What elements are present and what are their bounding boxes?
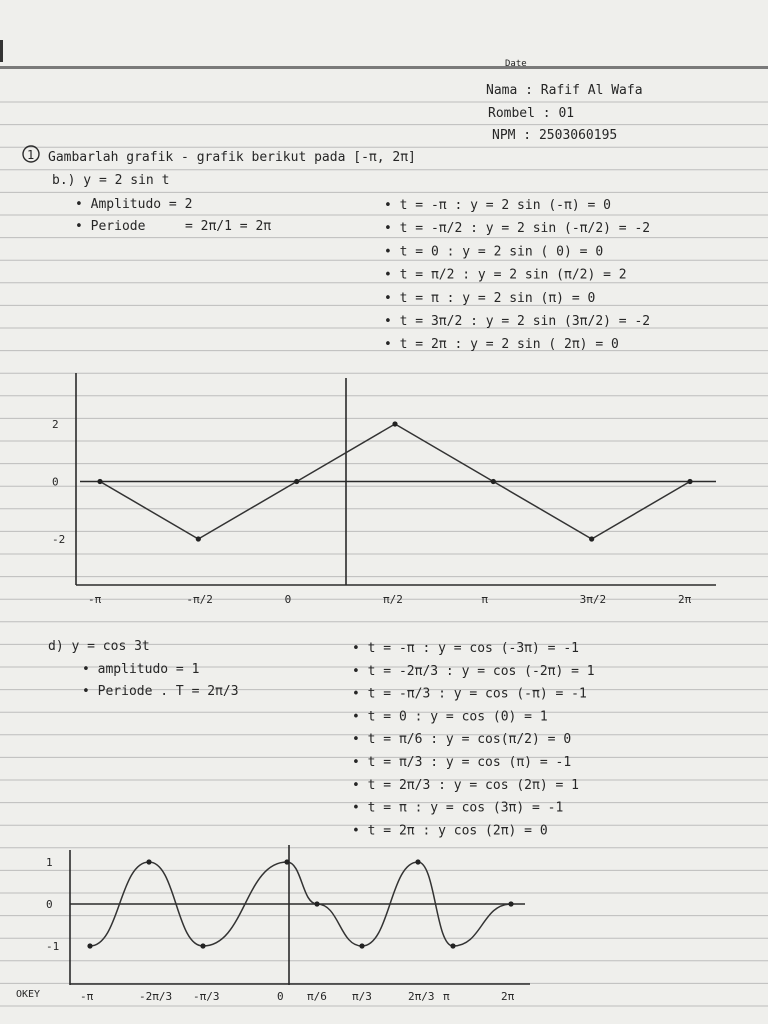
- data-point: [87, 943, 92, 948]
- table-row: • t = π : y = cos (3π) = -1: [352, 800, 564, 816]
- x-tick-label: π: [443, 990, 450, 1003]
- data-point: [146, 859, 151, 864]
- y-tick-label: -1: [46, 940, 60, 953]
- table-row: • t = 2π : y cos (2π) = 0: [352, 823, 548, 839]
- problem-instruction: Gambarlah grafik - grafik berikut pada [-π, 2π]: [48, 150, 416, 165]
- y-tick-label: 0: [52, 475, 59, 489]
- table-row: • t = 3π/2 : y = 2 sin (3π/2) = -2: [384, 314, 651, 329]
- data-point: [200, 943, 205, 948]
- table-row: • t = π : y = 2 sin (π) = 0: [384, 290, 596, 306]
- sine-graph: [52, 373, 716, 606]
- table-row: • t = -π/3 : y = cos (-π) = -1: [352, 686, 587, 702]
- top-margin-bar: [0, 66, 768, 69]
- student-class: Rombel : 01: [488, 106, 575, 121]
- data-point: [294, 479, 299, 484]
- table-row: • t = π/2 : y = 2 sin (π/2) = 2: [384, 267, 627, 283]
- ruled-lines: [0, 102, 768, 1006]
- data-point: [314, 901, 319, 906]
- data-point: [196, 536, 201, 541]
- x-tick-label: π: [481, 593, 488, 606]
- edge-mark: [0, 40, 3, 62]
- data-point: [508, 901, 513, 906]
- x-tick-label: 2π: [678, 593, 692, 606]
- table-row: • t = -π : y = cos (-3π) = -1: [352, 641, 579, 656]
- x-tick-label: π/3: [352, 990, 372, 1003]
- x-tick-label: 2π/3: [408, 990, 435, 1003]
- data-point: [589, 536, 594, 541]
- notebook-brand-stamp: OKEY: [16, 989, 41, 1000]
- x-tick-label: -π: [80, 990, 94, 1003]
- problem-number: 1: [27, 148, 35, 162]
- part-b-period-label: • Periode: [75, 219, 146, 234]
- y-tick-label: -2: [52, 533, 66, 546]
- part-b-period-value: = 2π/1 = 2π: [185, 219, 272, 234]
- part-d-period: • Periode . T = 2π/3: [82, 684, 239, 699]
- x-tick-label: -2π/3: [139, 990, 173, 1003]
- part-b-amplitude: • Amplitudo = 2: [75, 197, 193, 212]
- student-name: Nama : Rafif Al Wafa: [486, 83, 643, 98]
- data-point: [97, 479, 102, 484]
- data-point: [415, 859, 420, 864]
- table-row: • t = -π/2 : y = 2 sin (-π/2) = -2: [384, 221, 651, 237]
- x-tick-label: -π/3: [193, 990, 220, 1003]
- part-b-value-table: [384, 198, 650, 352]
- x-tick-label: -π: [88, 593, 102, 606]
- x-tick-label: 0: [277, 990, 284, 1003]
- part-d-amplitude: • amplitudo = 1: [82, 662, 200, 677]
- table-row: • t = 0 : y = cos (0) = 1: [352, 709, 548, 725]
- table-row: • t = 2π : y = 2 sin ( 2π) = 0: [384, 337, 619, 353]
- table-row: • t = -2π/3 : y = cos (-2π) = 1: [352, 663, 595, 679]
- table-row: • t = π/3 : y = cos (π) = -1: [352, 755, 572, 770]
- cosine-graph: [46, 845, 530, 1003]
- y-tick-label: 1: [46, 856, 53, 869]
- data-point: [392, 421, 397, 426]
- table-row: • t = π/6 : y = cos(π/2) = 0: [352, 732, 572, 748]
- y-tick-label: 2: [52, 418, 59, 431]
- table-row: • t = -π : y = 2 sin (-π) = 0: [384, 198, 611, 213]
- data-point: [491, 479, 496, 484]
- table-row: • t = 2π/3 : y = cos (2π) = 1: [352, 777, 579, 793]
- part-d-value-table: [352, 641, 595, 838]
- x-tick-label: π/6: [307, 990, 327, 1003]
- x-tick-label: 2π: [501, 990, 515, 1003]
- data-point: [687, 479, 692, 484]
- data-point: [284, 859, 289, 864]
- part-b-label: b.) y = 2 sin t: [52, 173, 170, 188]
- x-tick-label: 0: [284, 593, 292, 606]
- data-point: [450, 943, 455, 948]
- x-tick-label: 3π/2: [579, 593, 607, 606]
- data-point: [359, 943, 364, 948]
- date-label: Date: [505, 59, 527, 69]
- table-row: • t = 0 : y = 2 sin ( 0) = 0: [384, 244, 604, 260]
- x-tick-label: -π/2: [186, 593, 213, 606]
- x-tick-label: π/2: [383, 593, 403, 606]
- student-npm: NPM : 2503060195: [492, 128, 618, 143]
- part-d-label: d) y = cos 3t: [48, 639, 150, 654]
- y-tick-label: 0: [46, 898, 53, 911]
